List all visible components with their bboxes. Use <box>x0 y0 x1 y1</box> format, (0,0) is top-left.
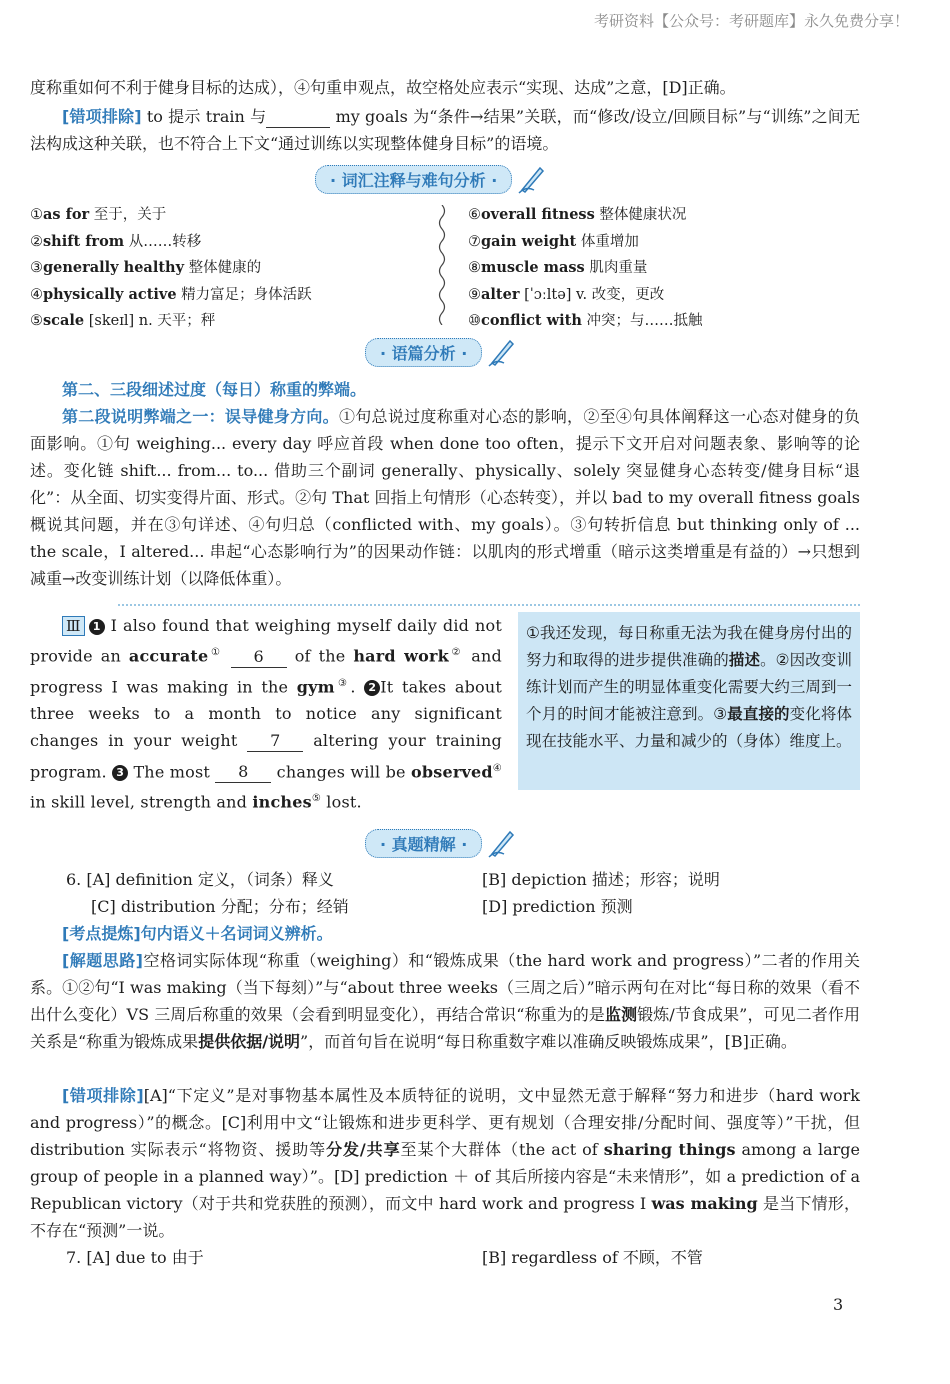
q6-number-and-option-a: 6. [A] definition 定义，（词条）释义 <box>66 870 334 889</box>
answers-banner <box>365 830 516 856</box>
vocab-item: ⑦gain weight 体重增加 <box>468 232 639 250</box>
vocab-right-column <box>468 202 703 335</box>
q6-error-exclusion: [错项排除][A]“下定义”是对事物基本属性及本质特征的说明，文中显然无意于解释“努力和进步（hard work and progress）”的概念。[C]利用中文“让锻炼和进步更科学、更有规划（合理安排/分配时间、强度等）”干扰，但 distribution 实际表示“将物资、援助等分发/共享至某个大群体（the act of sharing things among a large group of people in a planned way）”。[D] prediction ＋ of 其后所接内容是“未来情形”，如 a prediction of a Republican victory（对于共和党获胜的预测），而文中 hard work and progress I was making 是当下情形，不存在“预测”一说。 <box>30 1086 860 1240</box>
q7-number-and-option-a: 7. [A] due to 由于 <box>66 1248 204 1267</box>
pen-icon <box>516 164 546 194</box>
option-b: [B] regardless of 不顾，不管 <box>482 1248 703 1267</box>
vocab-item: ⑩conflict with 冲突；与……抵触 <box>468 312 703 329</box>
watermark: 考研资料【公众号：考研题库】永久免费分享！ <box>594 12 910 30</box>
option-b: [B] depiction 描述；形容；说明 <box>482 870 720 889</box>
analysis-heading: 第二、三段细述过度（每日）称重的弊端。 <box>62 380 367 399</box>
analysis-banner <box>365 339 516 365</box>
answers-banner-label: · 真题精解 · <box>365 829 482 858</box>
blank-line <box>266 107 330 128</box>
vocab-item: ⑥overall fitness 整体健康状况 <box>468 206 687 223</box>
vocab-banner <box>315 166 546 192</box>
vocab-left-column <box>30 202 312 335</box>
vocab-item: ⑨alter [ˈɔːltə] v. 改变，更改 <box>468 285 665 303</box>
vocab-item: ⑤scale [skeɪl] n. 天平；秤 <box>30 312 216 329</box>
section-divider <box>118 604 860 606</box>
analysis-body-text: ①句总说过度称重对心态的影响，②至④句具体阐释这一心态对健身的负面影响。①句 weighing... every day 呼应首段 when done too often，提示下文开启对问题表象、影响等的论述。变化链 shift... from... to... 借助三个副词 generally、physically、solely 突显健身心态转变/健身目标“退化”：从全面、切实变得片面、形式。②句 That 回指上句情形（心态转变），并以 bad to my overall fitness goals 概说其问题，并在③句详述、④句归总（conflicted with、my goals）。③句转折信息 but thinking only of ... the scale，I altered... 串起“心态影响行为”的因果动作链：以肌肉的形式增重（暗示这类增重是有益的）→只想到减重→改变训练计划（以降低体重）。 <box>30 407 860 588</box>
vocab-item: ②shift from 从……转移 <box>30 232 202 250</box>
pen-icon <box>486 337 516 367</box>
blank-6[interactable]: 6 <box>231 647 287 668</box>
vocab-item: ⑧muscle mass 肌肉重量 <box>468 259 648 276</box>
q6-test-point: [考点提炼]句内语义＋名词词义辨析。 <box>62 924 333 943</box>
top-line: 度称重如何不利于健身目标的达成），④句重申观点，故空格处应表示“实现、达成”之意，[D]正确。 <box>30 78 736 97</box>
sentence-number: 1 <box>89 619 105 635</box>
option-a: [A] due to 由于 <box>86 1248 204 1267</box>
option-c: [C] distribution 分配；分布；经销 <box>91 897 349 916</box>
sentence-number: 3 <box>112 765 128 781</box>
passage-text: Ⅲ 1 I also found that weighing myself daily did not provide an accurate① 6 of the hard work② and progress I was making in the gym③. 2 It takes about three weeks to a month to notice any significant changes in your weight 7 altering your training program. 3 The most 8 changes will be observed④ in skill level, strength and inches⑤ lost. <box>30 616 502 812</box>
option-d: [D] prediction 预测 <box>482 897 633 916</box>
wavy-divider <box>436 205 448 325</box>
sentence-number: 2 <box>364 680 380 696</box>
vocab-item: ③generally healthy 整体健康的 <box>30 259 262 276</box>
blank-8[interactable]: 8 <box>215 762 271 783</box>
top-error-exclusion <box>30 103 860 157</box>
analysis-subheading: 第二段说明弊端之一：误导健身方向。 <box>62 407 339 426</box>
analysis-banner-label: · 语篇分析 · <box>365 338 482 367</box>
vocab-item: ①as for 至于，关于 <box>30 206 167 223</box>
paragraph-number: Ⅲ <box>62 616 89 635</box>
error-text-b: my goals 为“条件→结果”关联，而“修改/设立/回顾目标”与“训练”之间无法构成这种关联，也不符合上下文“通过训练以实现整体健身目标”的语境。 <box>30 107 860 153</box>
page-number: 3 <box>833 1295 844 1314</box>
analysis-body <box>30 403 860 592</box>
vocab-item: ④physically active 精力富足；身体活跃 <box>30 285 312 303</box>
option-a: [A] definition 定义，（词条）释义 <box>86 870 334 889</box>
translation-box: ①我还发现，每日称重无法为我在健身房付出的努力和取得的进步提供准确的描述。②因改变训练计划而产生的明显体重变化需要大约三周到一个月的时间才能被注意到。③最直接的变化将体现在技能水平、力量和减少的（身体）维度上。 <box>518 612 860 790</box>
error-label: [错项排除] <box>62 107 142 126</box>
pen-icon <box>486 828 516 858</box>
error-text-a: to 提示 train 与 <box>146 107 267 126</box>
vocab-banner-label: · 词汇注释与难句分析 · <box>315 165 512 194</box>
blank-7[interactable]: 7 <box>247 731 303 752</box>
q6-solution-idea: [解题思路]空格词实际体现“称重（weighing）和“锻炼成果（the hard work and progress）”二者的作用关系。①②句“I was making（当下每刻）”与“about three weeks（三周之后）”暗示两句在对比“每日称的效果（看不出什么变化）VS 三周后称重的效果（会看到明显变化），再结合常识“称重为的是监测锻炼/节食成果”，可见二者作用关系是“称重为锻炼成果提供依据/说明”，而首句旨在说明“每日称重数字难以准确反映锻炼成果”，[B]正确。 <box>30 951 860 1051</box>
